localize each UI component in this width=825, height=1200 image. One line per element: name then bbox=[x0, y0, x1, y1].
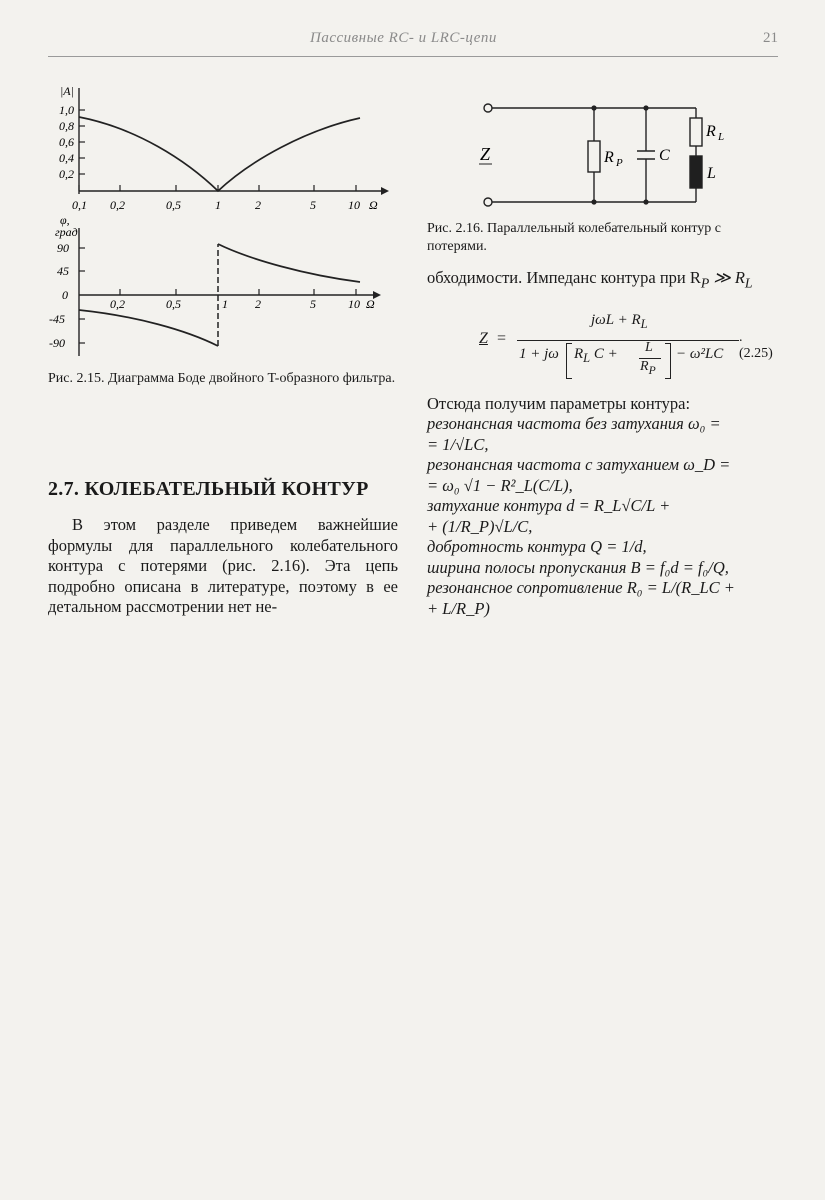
equation-2-25 bbox=[427, 310, 779, 380]
eq-number: . (2.25) bbox=[739, 330, 773, 361]
resistor-rp bbox=[588, 141, 600, 172]
continuation-sub-p: P bbox=[700, 275, 710, 291]
phase-curve-right bbox=[218, 244, 360, 282]
continuation-text bbox=[427, 268, 779, 294]
phase-freq-tick-0-5: 0,5 bbox=[166, 297, 181, 311]
eq-small-frac-den-r: R bbox=[640, 359, 649, 374]
junction-1 bbox=[591, 105, 596, 110]
eq-den-inner bbox=[574, 346, 618, 366]
mag-tick-0-8: 0,8 bbox=[59, 119, 74, 133]
freq-unit-mag: Ω bbox=[369, 198, 378, 212]
page-number: 21 bbox=[763, 30, 778, 46]
param-line: + (1/R_P)√L/C, bbox=[427, 516, 533, 536]
mag-axis-label: |A| bbox=[60, 84, 74, 98]
eq-den-inner-r: R bbox=[574, 346, 584, 362]
eq-equals: = bbox=[497, 330, 507, 347]
freq-tick-5: 5 bbox=[310, 198, 316, 212]
eq-den-left: 1 + jω bbox=[519, 346, 559, 362]
continuation-rel: ≫ R bbox=[709, 268, 745, 287]
phase-curve-left bbox=[79, 310, 218, 346]
junction-4 bbox=[643, 199, 648, 204]
eq-den-inner-c: C + bbox=[593, 346, 618, 362]
freq-tick-0-5: 0,5 bbox=[166, 198, 181, 212]
phase-freq-tick-2: 2 bbox=[255, 297, 261, 311]
phase-freq-tick-1: 1 bbox=[222, 297, 228, 311]
param-line: резонансное сопротивление R₀ = L/(R_LC + bbox=[427, 578, 735, 597]
running-title: Пассивные RC- и LRC-цепи bbox=[310, 30, 497, 46]
param-line: = 1/√LC, bbox=[427, 434, 489, 454]
section-heading: 2.7. КОЛЕБАТЕЛЬНЫЙ КОНТУР bbox=[48, 478, 369, 500]
eq-numerator bbox=[591, 312, 648, 332]
freq-tick-0-1: 0,1 bbox=[72, 198, 87, 212]
figure-2-16-caption: Рис. 2.16. Параллельный колебательный контур с потерями. bbox=[427, 221, 722, 254]
freq-tick-1: 1 bbox=[215, 198, 221, 212]
eq-bracket-left bbox=[566, 343, 572, 379]
rl-sub: L bbox=[718, 131, 725, 143]
eq-small-frac-den bbox=[640, 359, 656, 377]
figure-2-15-caption: Рис. 2.15. Диаграмма Боде двойного T-образного фильтра. bbox=[48, 371, 396, 386]
l-label: L bbox=[707, 165, 716, 182]
params-intro: Отсюда получим параметры контура: bbox=[427, 394, 691, 413]
paragraph-text: В этом разделе приведем важнейшие формулы для параллельного колебательного контура с потерями (рис. 2.16). Эта цепь подробно описана в литературе, поэтому в ее детальном рассмотрении нет не- bbox=[48, 515, 398, 616]
param-line: + L/R_P) bbox=[427, 598, 490, 618]
eq-den-inner-sub: L bbox=[583, 351, 591, 365]
mag-ticks bbox=[79, 110, 85, 174]
eq-small-frac-num: L bbox=[645, 340, 653, 355]
phase-label-top: φ, bbox=[60, 213, 70, 227]
mag-x-arrow bbox=[381, 187, 389, 195]
param-line: = ω₀ √1 − R²_L(C/L), bbox=[427, 475, 573, 495]
circuit-diagram bbox=[470, 96, 770, 216]
c-label: C bbox=[659, 147, 670, 164]
freq-tick-0-2: 0,2 bbox=[110, 198, 125, 212]
mag-tick-0-6: 0,6 bbox=[59, 135, 74, 149]
rp-sub: P bbox=[616, 157, 623, 169]
eq-bracket-right bbox=[665, 343, 671, 379]
phase-freq-unit: Ω bbox=[366, 297, 375, 311]
phase-freq-tick-5: 5 bbox=[310, 297, 316, 311]
freq-tick-2: 2 bbox=[255, 198, 261, 212]
inductor-l bbox=[690, 156, 702, 188]
bode-diagram bbox=[46, 78, 396, 368]
freq-tick-10: 10 bbox=[348, 198, 360, 212]
impedance-z-label: Z bbox=[480, 144, 491, 164]
eq-lhs: Z bbox=[479, 330, 488, 347]
section-paragraph bbox=[48, 515, 398, 618]
param-line: затухание контура d = R_L√C/L + bbox=[427, 496, 671, 515]
phase-label-unit: град bbox=[55, 225, 78, 239]
eq-num-text: jωL + R bbox=[591, 312, 641, 328]
params-list bbox=[427, 414, 779, 619]
eq-den-right: − ω²LC bbox=[676, 346, 724, 362]
phase-tick-0: 0 bbox=[62, 288, 68, 302]
running-header bbox=[48, 22, 778, 57]
phase-tick-90: 90 bbox=[57, 241, 69, 255]
continuation-main: обходимости. Импеданс контура при R bbox=[427, 268, 701, 287]
eq-num-sub: L bbox=[640, 317, 648, 331]
eq-small-frac-den-sub: P bbox=[648, 363, 656, 377]
mag-tick-0-4: 0,4 bbox=[59, 151, 74, 165]
param-line: ширина полосы пропускания B = f₀d = f₀/Q, bbox=[427, 557, 729, 577]
mag-tick-0-2: 0,2 bbox=[59, 167, 74, 181]
phase-freq-tick-0-2: 0,2 bbox=[110, 297, 125, 311]
phase-tick-45: 45 bbox=[57, 264, 69, 278]
mag-tick-1-0: 1,0 bbox=[59, 103, 74, 117]
phase-tick-minus-45: -45 bbox=[49, 312, 65, 326]
param-line: добротность контура Q = 1/d, bbox=[427, 537, 647, 556]
param-line: резонансная частота без затухания ω₀ = bbox=[427, 414, 721, 433]
param-line: резонансная частота с затуханием ω_D = bbox=[427, 455, 731, 474]
terminal-bottom bbox=[484, 198, 492, 206]
rl-label: R bbox=[706, 123, 716, 140]
junction-3 bbox=[591, 199, 596, 204]
junction-2 bbox=[643, 105, 648, 110]
magnitude-curve bbox=[79, 117, 360, 191]
terminal-top bbox=[484, 104, 492, 112]
phase-tick-minus-90: -90 bbox=[49, 336, 65, 350]
resistor-rl bbox=[690, 118, 702, 146]
phase-freq-tick-10: 10 bbox=[348, 297, 360, 311]
eq-fraction-bar bbox=[517, 340, 739, 341]
rp-label: R bbox=[604, 149, 614, 166]
continuation-sub-l: L bbox=[744, 275, 753, 291]
